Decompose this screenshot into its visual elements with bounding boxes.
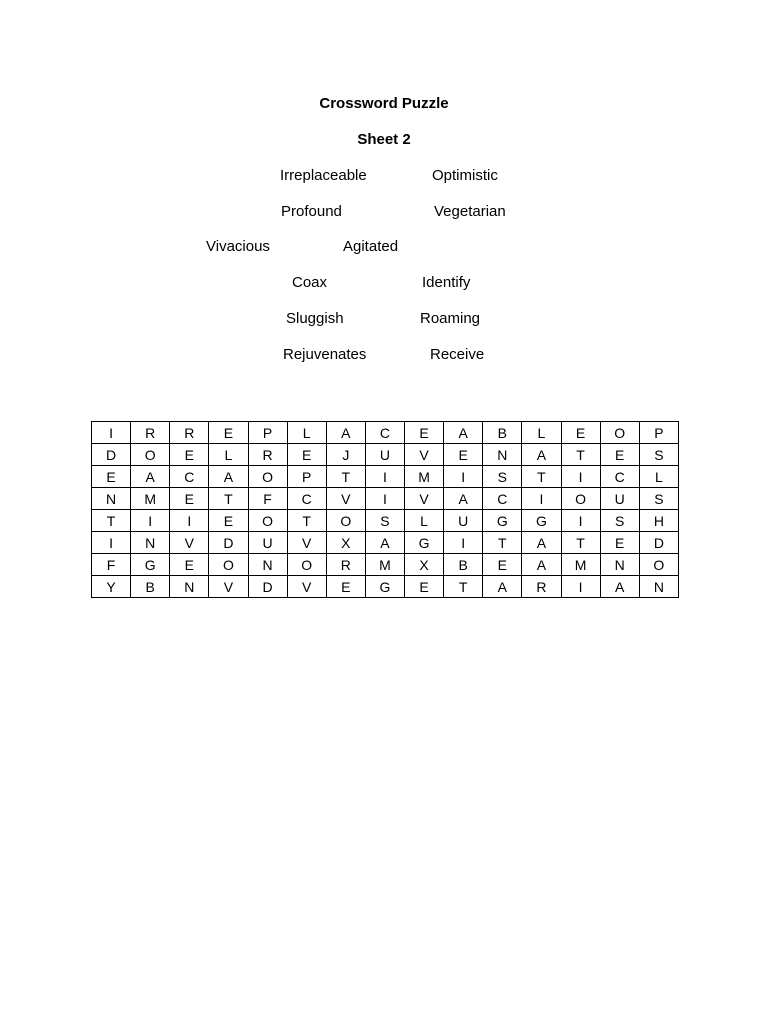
grid-cell: G (131, 554, 170, 576)
word-list-item: Agitated (343, 238, 399, 255)
grid-cell: S (639, 488, 678, 510)
grid-cell: E (209, 422, 248, 444)
puzzle-title: Crossword Puzzle (319, 95, 449, 112)
grid-cell: U (444, 510, 483, 532)
grid-cell: I (365, 466, 404, 488)
grid-cell: A (365, 532, 404, 554)
grid-row (92, 554, 679, 576)
grid-cell: S (639, 444, 678, 466)
word-list-item: Rejuvenates (283, 346, 367, 363)
grid-cell: L (209, 444, 248, 466)
grid-cell: I (365, 488, 404, 510)
grid-cell: A (326, 422, 365, 444)
grid-cell: T (92, 510, 131, 532)
grid-cell: O (326, 510, 365, 532)
grid-cell: D (639, 532, 678, 554)
grid-cell: R (170, 422, 209, 444)
grid-cell: A (522, 554, 561, 576)
grid-cell: P (639, 422, 678, 444)
grid-row (92, 532, 679, 554)
grid-cell: M (365, 554, 404, 576)
grid-cell: D (209, 532, 248, 554)
grid-row (92, 488, 679, 510)
grid-cell: L (287, 422, 326, 444)
grid-cell: E (170, 488, 209, 510)
grid-cell: M (561, 554, 600, 576)
grid-cell: L (522, 422, 561, 444)
word-list-item: Vivacious (206, 238, 270, 255)
grid-cell: A (444, 488, 483, 510)
grid-cell: S (483, 466, 522, 488)
grid-cell: U (600, 488, 639, 510)
grid-cell: E (170, 554, 209, 576)
grid-cell: O (131, 444, 170, 466)
grid-cell: G (365, 576, 404, 598)
word-list-item: Profound (281, 203, 342, 220)
grid-cell: E (170, 444, 209, 466)
grid-cell: E (92, 466, 131, 488)
grid-cell: L (405, 510, 444, 532)
grid-cell: I (131, 510, 170, 532)
word-list-item: Irreplaceable (280, 167, 367, 184)
grid-row (92, 422, 679, 444)
grid-cell: O (248, 510, 287, 532)
grid-cell: C (600, 466, 639, 488)
grid-cell: P (248, 422, 287, 444)
grid-cell: S (600, 510, 639, 532)
grid-cell: R (522, 576, 561, 598)
grid-cell: T (444, 576, 483, 598)
grid-cell: G (522, 510, 561, 532)
grid-cell: L (639, 466, 678, 488)
grid-cell: B (131, 576, 170, 598)
grid-cell: V (287, 532, 326, 554)
grid-cell: A (600, 576, 639, 598)
grid-cell: O (209, 554, 248, 576)
word-list-item: Vegetarian (434, 203, 506, 220)
grid-cell: I (522, 488, 561, 510)
word-list-item: Sluggish (286, 310, 344, 327)
grid-cell: V (170, 532, 209, 554)
grid-cell: I (92, 422, 131, 444)
grid-cell: V (405, 488, 444, 510)
grid-cell: D (92, 444, 131, 466)
grid-cell: T (522, 466, 561, 488)
grid-cell: N (170, 576, 209, 598)
grid-cell: R (326, 554, 365, 576)
grid-row (92, 466, 679, 488)
grid-cell: M (131, 488, 170, 510)
grid-cell: B (483, 422, 522, 444)
grid-cell: V (209, 576, 248, 598)
grid-cell: N (131, 532, 170, 554)
grid-cell: I (561, 510, 600, 532)
grid-cell: I (561, 466, 600, 488)
grid-cell: D (248, 576, 287, 598)
grid-cell: G (405, 532, 444, 554)
grid-cell: H (639, 510, 678, 532)
grid-cell: P (287, 466, 326, 488)
grid-cell: C (170, 466, 209, 488)
grid-cell: V (405, 444, 444, 466)
grid-cell: T (326, 466, 365, 488)
word-search-grid (91, 421, 679, 598)
sheet-label: Sheet 2 (357, 131, 411, 148)
grid-cell: Y (92, 576, 131, 598)
grid-cell: I (92, 532, 131, 554)
word-list-item: Identify (422, 274, 471, 291)
grid-cell: E (405, 422, 444, 444)
grid-cell: E (209, 510, 248, 532)
grid-cell: T (561, 444, 600, 466)
grid-cell: X (405, 554, 444, 576)
grid-cell: V (326, 488, 365, 510)
grid-cell: I (444, 466, 483, 488)
grid-cell: E (561, 422, 600, 444)
grid-cell: T (483, 532, 522, 554)
grid-cell: J (326, 444, 365, 466)
grid-cell: F (248, 488, 287, 510)
grid-cell: G (483, 510, 522, 532)
grid-cell: E (287, 444, 326, 466)
grid-row (92, 576, 679, 598)
grid-cell: C (287, 488, 326, 510)
grid-cell: X (326, 532, 365, 554)
grid-cell: S (365, 510, 404, 532)
grid-cell: E (326, 576, 365, 598)
grid-cell: T (209, 488, 248, 510)
word-list-item: Optimistic (432, 167, 498, 184)
grid-cell: N (639, 576, 678, 598)
grid-cell: R (248, 444, 287, 466)
grid-cell: T (287, 510, 326, 532)
grid-cell: A (483, 576, 522, 598)
grid-row (92, 444, 679, 466)
word-list-item: Roaming (420, 310, 481, 327)
grid-cell: M (405, 466, 444, 488)
grid-cell: A (209, 466, 248, 488)
grid-cell: C (483, 488, 522, 510)
grid-cell: O (639, 554, 678, 576)
grid-cell: B (444, 554, 483, 576)
grid-row (92, 510, 679, 532)
grid-cell: N (92, 488, 131, 510)
grid-cell: I (561, 576, 600, 598)
grid-cell: V (287, 576, 326, 598)
grid-cell: E (600, 444, 639, 466)
word-list-item: Receive (430, 346, 485, 363)
grid-cell: C (365, 422, 404, 444)
grid-cell: E (600, 532, 639, 554)
grid-cell: O (561, 488, 600, 510)
grid-cell: I (170, 510, 209, 532)
grid-cell: A (522, 444, 561, 466)
grid-cell: E (405, 576, 444, 598)
grid-cell: E (483, 554, 522, 576)
grid-cell: F (92, 554, 131, 576)
grid-cell: U (365, 444, 404, 466)
grid-cell: A (522, 532, 561, 554)
grid-cell: T (561, 532, 600, 554)
grid-cell: E (444, 444, 483, 466)
grid-cell: N (483, 444, 522, 466)
grid-cell: A (131, 466, 170, 488)
grid-cell: N (600, 554, 639, 576)
grid-cell: A (444, 422, 483, 444)
grid-cell: O (287, 554, 326, 576)
grid-cell: O (600, 422, 639, 444)
grid-cell: R (131, 422, 170, 444)
word-list-item: Coax (292, 274, 328, 291)
grid-cell: I (444, 532, 483, 554)
grid-cell: N (248, 554, 287, 576)
grid-cell: O (248, 466, 287, 488)
grid-cell: U (248, 532, 287, 554)
